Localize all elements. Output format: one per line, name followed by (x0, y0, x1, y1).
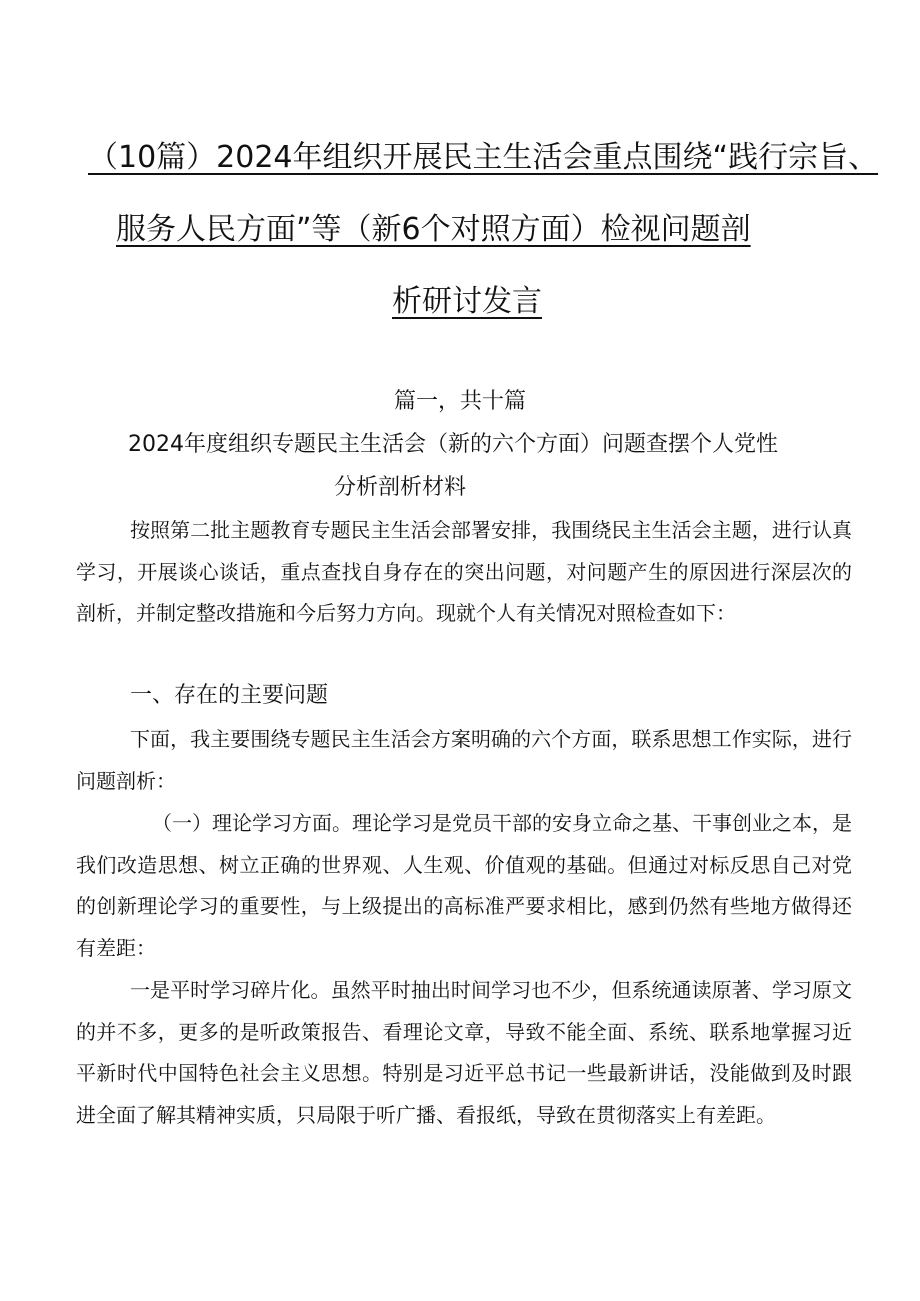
section-heading: 一、存在的主要问题 (130, 683, 329, 708)
document-title-line-1: （10篇）2024年组织开展民主生活会重点围绕“践行宗旨、 (88, 140, 879, 175)
theory-study-paragraph: （一）理论学习方面。理论学习是党员干部的安身立命之基、干事创业之本，是我们改造思想、树立正确的世界观、人生观、价值观的基础。但通过对标反思自己对党的创新理论学习的重要性，与上级提出的高标准严要求相比，感到仍然有些地方做得还有差距： (76, 811, 852, 960)
section-intro-paragraph: 下面，我主要围绕专题民主生活会方案明确的六个方面，联系思想工作实际，进行问题剖析： (76, 727, 852, 793)
article-title-line-1: 2024年度组织专题民主生活会（新的六个方面）问题查摆个人党性 (128, 432, 778, 457)
document-title-line-3: 析研讨发言 (392, 284, 542, 319)
point-one-paragraph: 一是平时学习碎片化。虽然平时抽出时间学习也不少，但系统通读原著、学习原文的并不多，更多的是听政策报告、看理论文章，导致不能全面、系统、联系地掌握习近平新时代中国特色社会主义思想。特别是习近平总书记一些最新讲话，没能做到及时跟进全面了解其精神实质，只局限于听广播、看报纸，导致在贯彻落实上有差距。 (76, 978, 852, 1127)
article-title-line-2: 分析剖析材料 (334, 475, 467, 500)
intro-paragraph: 按照第二批主题教育专题民主生活会部署安排，我围绕民主生活会主题，进行认真学习，开展谈心谈话，重点查找自身存在的突出问题，对问题产生的原因进行深层次的剖析，并制定整改措施和今后努力方向。现就个人有关情况对照检查如下： (76, 518, 852, 625)
article-number: 篇一，共十篇 (394, 389, 527, 414)
document-title-line-2: 服务人民方面”等（新6个对照方面）检视问题剖 (116, 212, 751, 247)
